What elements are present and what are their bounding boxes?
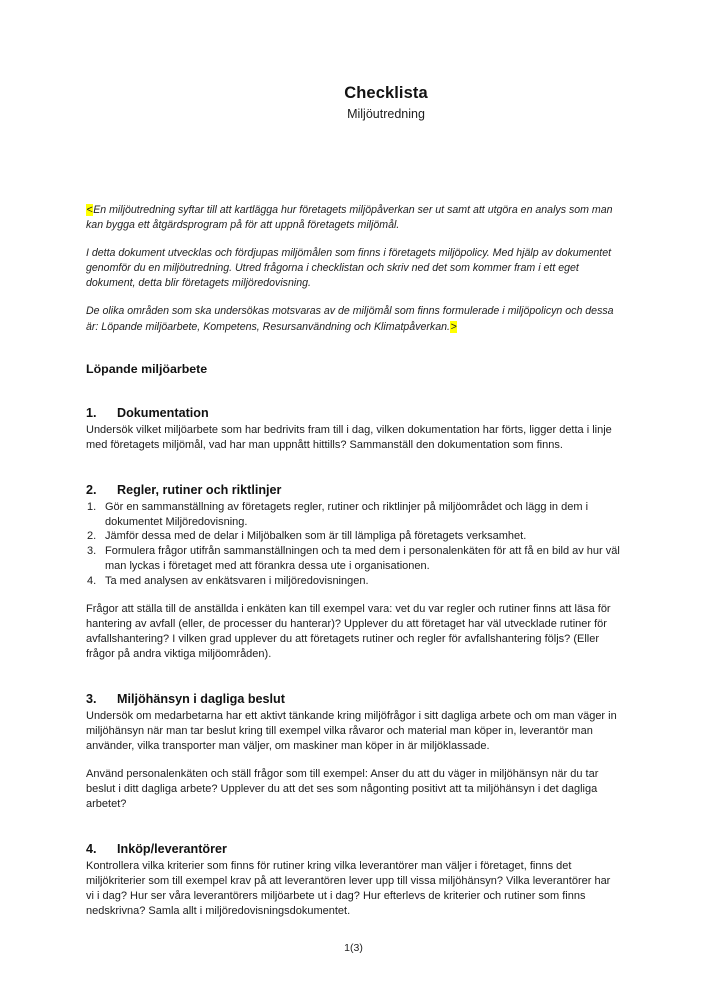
section-heading-2 [86,483,621,497]
section-1-paragraph-1: Undersök vilket miljöarbete som har bedrivits fram till i dag, vilken dokumentation har förts, ligger detta i linje med företagets miljömål, vad har man uppnått hittills? Sammanställ den dokumentation som finns. [86,423,612,451]
list-item: Ta med analysen av enkätsvaren i miljöredovisningen. [105,575,369,588]
section-number-3: 3. [86,692,97,707]
document-footer [0,938,707,956]
highlight-open-marker: < [86,203,93,216]
document-header [151,0,621,123]
page-number: 1(3) [344,942,363,954]
list-item: Jämför dessa med de delar i Miljöbalken som är till lämpliga på företagets verksamhet. [105,530,527,543]
section-3-paragraph-1: Undersök om medarbetarna har ett aktivt tänkande kring miljöfrågor i sitt dagliga arbete och om man väger in miljöhänsyn när man tar beslut kring till exempel vilka råvaror och material man köper in, leverantör man använder, vilka transporter man väljer, om maskiner man köper in är miljöklassade. [86,710,617,752]
section-number-4: 4. [86,841,97,856]
section-title-3: Miljöhänsyn i dagliga beslut [117,692,285,707]
section-heading-3 [86,692,621,706]
section-title-2: Regler, rutiner och riktlinjer [117,482,282,497]
section-number-2: 2. [86,482,97,497]
section-2-paragraph-1: Frågor att ställa till de anställda i enkäten kan till exempel vara: vet du var regler och rutiner finns att läsa för hantering av avfall (eller, de processer du hanterar)? Upplever du att företaget har väl utvecklade rutiner för avfallshantering? I vilken grad upplever du att företagets rutiner och regler för avfallshantering följs? (Eller frågor på andra viktiga miljöområden). [86,603,611,661]
intro-paragraph-1-text: En miljöutredning syftar till att kartlägga hur företagets miljöpåverkan ser ut samt att utgöra en analys som man kan bygga ett åtgärdsprogram på för att uppnå företagets miljömål. [86,203,613,231]
intro-paragraph-1 [86,203,621,233]
section-title-4: Inköp/leverantörer [117,841,227,856]
page-title: Checklista [344,84,428,102]
section-title-1: Dokumentation [117,405,209,420]
list-item: Gör en sammanställning av företagets regler, rutiner och riktlinjer på miljöområdet och lägg in dem i dokumentet Miljöredovisning. [105,500,589,528]
intro-paragraph-3 [86,304,621,334]
document-content [86,0,621,919]
section-number-1: 1. [86,405,97,420]
section-2-list [86,500,621,590]
area-heading: Löpande miljöarbete [86,361,208,376]
highlight-close-marker: > [450,320,457,333]
intro-paragraph-3-text: De olika områden som ska undersökas motsvaras av de miljömål som finns formulerade i miljöpolicyn och dessa är: Löpande miljöarbete, Kompetens, Resursanvändning och Klimatpåverkan. [86,305,614,333]
section-3-paragraph-2: Använd personalenkäten och ställ frågor som till exempel: Anser du att du väger in miljöhänsyn när du tar beslut i ditt dagliga arbete? Upplever du att det ses som någonting positivt att ta miljöhänsyn i det dagliga arbetet? [86,767,599,810]
list-item: Formulera frågor utifrån sammanställningen och ta med dem i personalenkäten för att få en bild av hur väl man lyckas i företaget med att förankra dessa ute i organisationen. [105,545,620,573]
intro-block [86,203,621,335]
section-heading-1 [86,406,621,420]
section-heading-4 [86,842,621,856]
section-4-paragraph-1: Kontrollera vilka kriterier som finns för rutiner kring vilka leverantörer man väljer i företaget, finns det miljökriterier som till exempel krav på att leverantören lever upp till vissa miljöhänsyn? Vilka leverantörer har vi i dag? Hur ser våra leverantörers miljöarbete ut i dag? Hur efterlevs de kriterier och rutiner som finns nedskrivna? Samla allt i miljöredovisningsdokumentet. [86,859,611,917]
page-subtitle: Miljöutredning [347,106,425,121]
intro-paragraph-2: I detta dokument utvecklas och fördjupas miljömålen som finns i företagets miljöpolicy. Med hjälp av dokumentet genomför du en miljöutredning. Utred frågorna i checklistan och skriv ned det som kommer fram i ett eget dokument, detta blir företagets miljöredovisning. [86,246,612,290]
